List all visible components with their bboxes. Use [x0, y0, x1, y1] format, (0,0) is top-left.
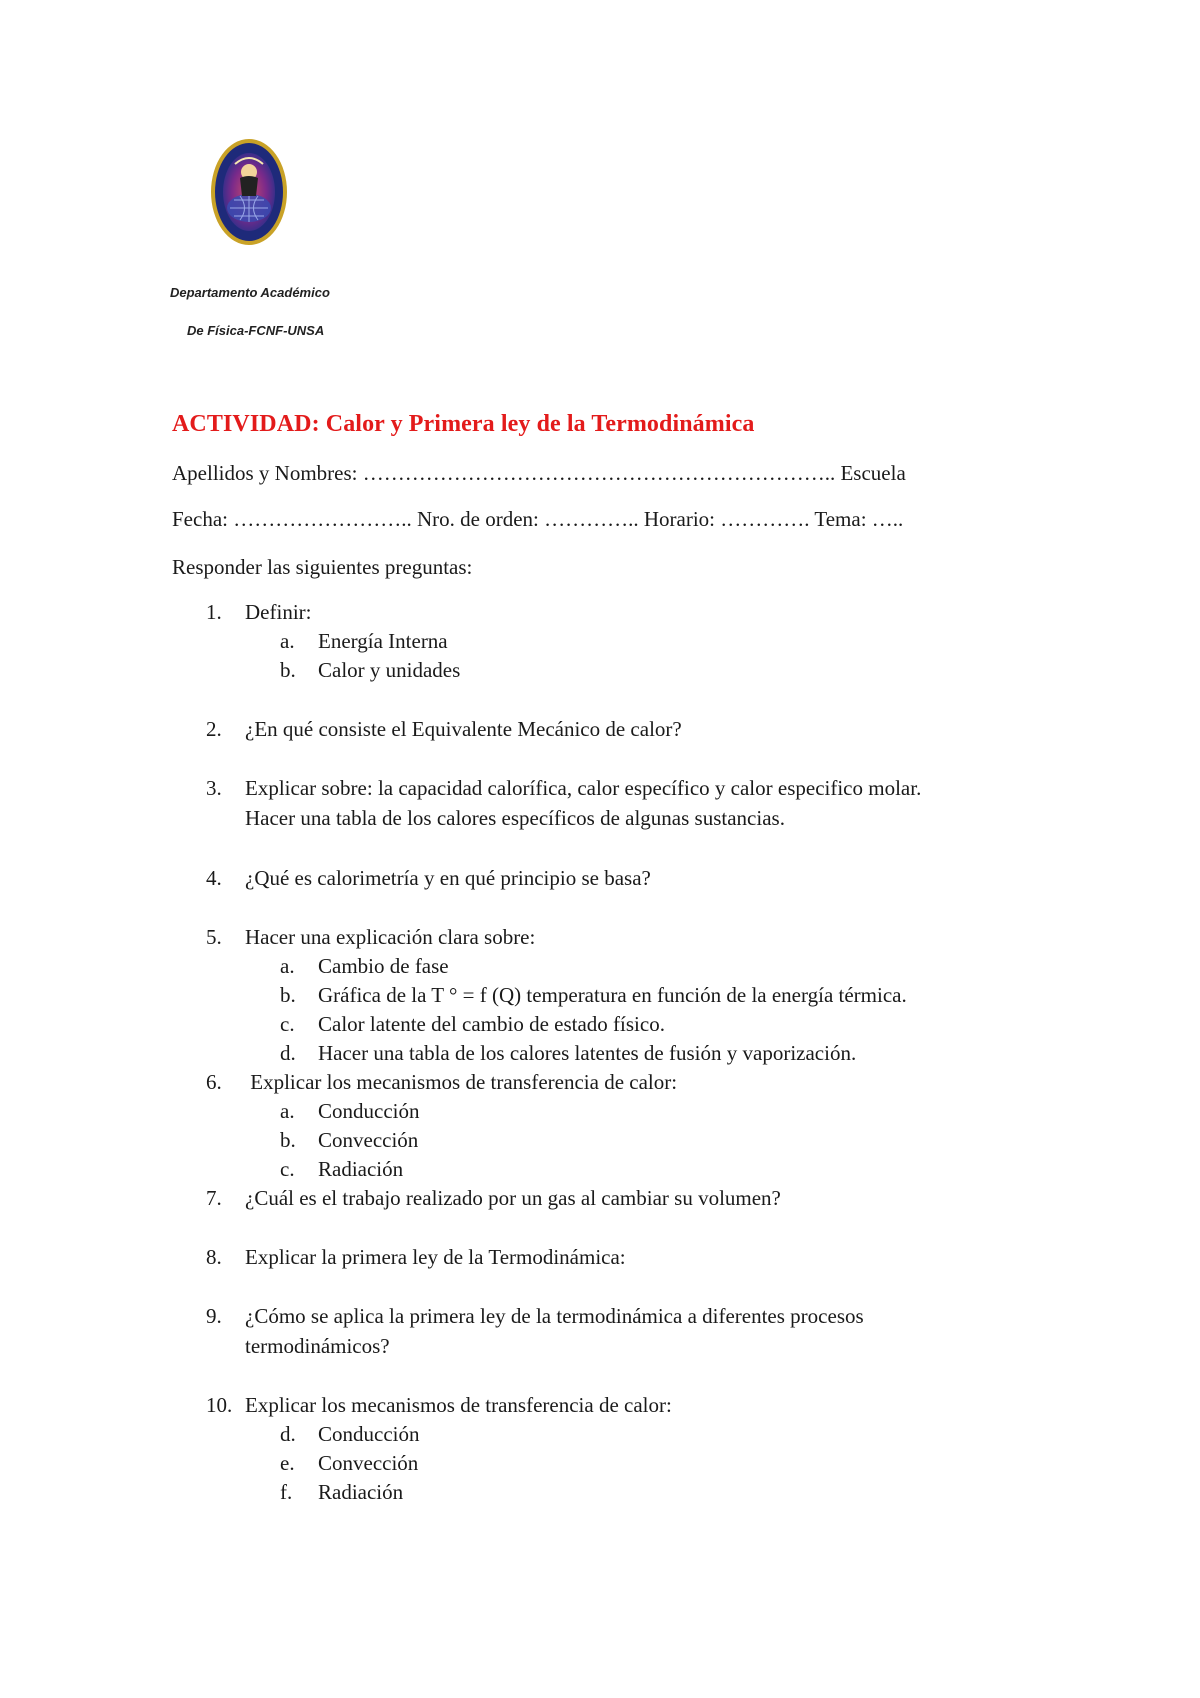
question-number: 5.	[206, 925, 222, 949]
question-text: Hacer una explicación clara sobre:	[245, 925, 536, 949]
department-line-1: Departamento Académico	[170, 285, 330, 300]
question-number: 4.	[206, 866, 222, 890]
sub-item-text: Calor y unidades	[318, 658, 461, 682]
sub-item-text: Energía Interna	[318, 629, 448, 653]
sub-item-text: Gráfica de la T ° = f (Q) temperatura en función de la energía térmica.	[318, 983, 907, 1007]
question-number: 9.	[206, 1304, 222, 1328]
activity-title: ACTIVIDAD: Calor y Primera ley de la Termodinámica	[172, 411, 755, 437]
sub-item-text: Cambio de fase	[318, 954, 449, 978]
question-text: Explicar los mecanismos de transferencia de calor:	[245, 1393, 672, 1417]
question-number: 3.	[206, 776, 222, 800]
question-number: 7.	[206, 1186, 222, 1210]
question-text: Definir:	[245, 600, 312, 624]
sub-item-letter: b.	[280, 1128, 296, 1152]
question-text: termodinámicos?	[245, 1334, 390, 1358]
sub-item-letter: a.	[280, 1099, 295, 1123]
question-text: Explicar la primera ley de la Termodinámica:	[245, 1245, 626, 1269]
question-number: 8.	[206, 1245, 222, 1269]
university-seal-icon	[210, 138, 288, 246]
sub-item-text: Convección	[318, 1128, 419, 1152]
sub-item-text: Calor latente del cambio de estado físico.	[318, 1012, 665, 1036]
sub-item-text: Convección	[318, 1451, 419, 1475]
sub-item-letter: d.	[280, 1041, 296, 1065]
instruction-text: Responder las siguientes preguntas:	[172, 555, 473, 579]
question-text: ¿En qué consiste el Equivalente Mecánico de calor?	[245, 717, 682, 741]
sub-item-text: Radiación	[318, 1480, 404, 1504]
question-number: 10.	[206, 1393, 233, 1417]
sub-item-text: Conducción	[318, 1099, 420, 1123]
sub-item-letter: b.	[280, 658, 296, 682]
sub-item-letter: d.	[280, 1422, 296, 1446]
question-text: Explicar sobre: la capacidad calorífica, calor específico y calor especifico molar.	[245, 776, 922, 800]
sub-item-letter: f.	[280, 1480, 293, 1504]
question-text: ¿Cómo se aplica la primera ley de la termodinámica a diferentes procesos	[245, 1304, 864, 1328]
name-school-field: Apellidos y Nombres: ………………………………………………………….. Escuela	[172, 461, 906, 485]
sub-item-letter: c.	[280, 1157, 295, 1181]
sub-item-text: Hacer una tabla de los calores latentes de fusión y vaporización.	[318, 1041, 857, 1065]
sub-item-letter: e.	[280, 1451, 295, 1475]
sub-item-letter: c.	[280, 1012, 295, 1036]
sub-item-letter: a.	[280, 629, 295, 653]
question-number: 6.	[206, 1070, 222, 1094]
sub-item-text: Conducción	[318, 1422, 420, 1446]
question-number: 1.	[206, 600, 222, 624]
question-text: ¿Qué es calorimetría y en qué principio se basa?	[245, 866, 651, 890]
sub-item-letter: a.	[280, 954, 295, 978]
question-text: Hacer una tabla de los calores específicos de algunas sustancias.	[245, 806, 785, 830]
question-text: ¿Cuál es el trabajo realizado por un gas al cambiar su volumen?	[245, 1186, 781, 1210]
date-order-schedule-field: Fecha: …………………….. Nro. de orden: ………….. Horario: …………. Tema: …..	[172, 507, 904, 531]
question-text: Explicar los mecanismos de transferencia de calor:	[245, 1070, 678, 1094]
question-number: 2.	[206, 717, 222, 741]
sub-item-letter: b.	[280, 983, 296, 1007]
sub-item-text: Radiación	[318, 1157, 404, 1181]
department-line-2: De Física-FCNF-UNSA	[187, 323, 325, 338]
